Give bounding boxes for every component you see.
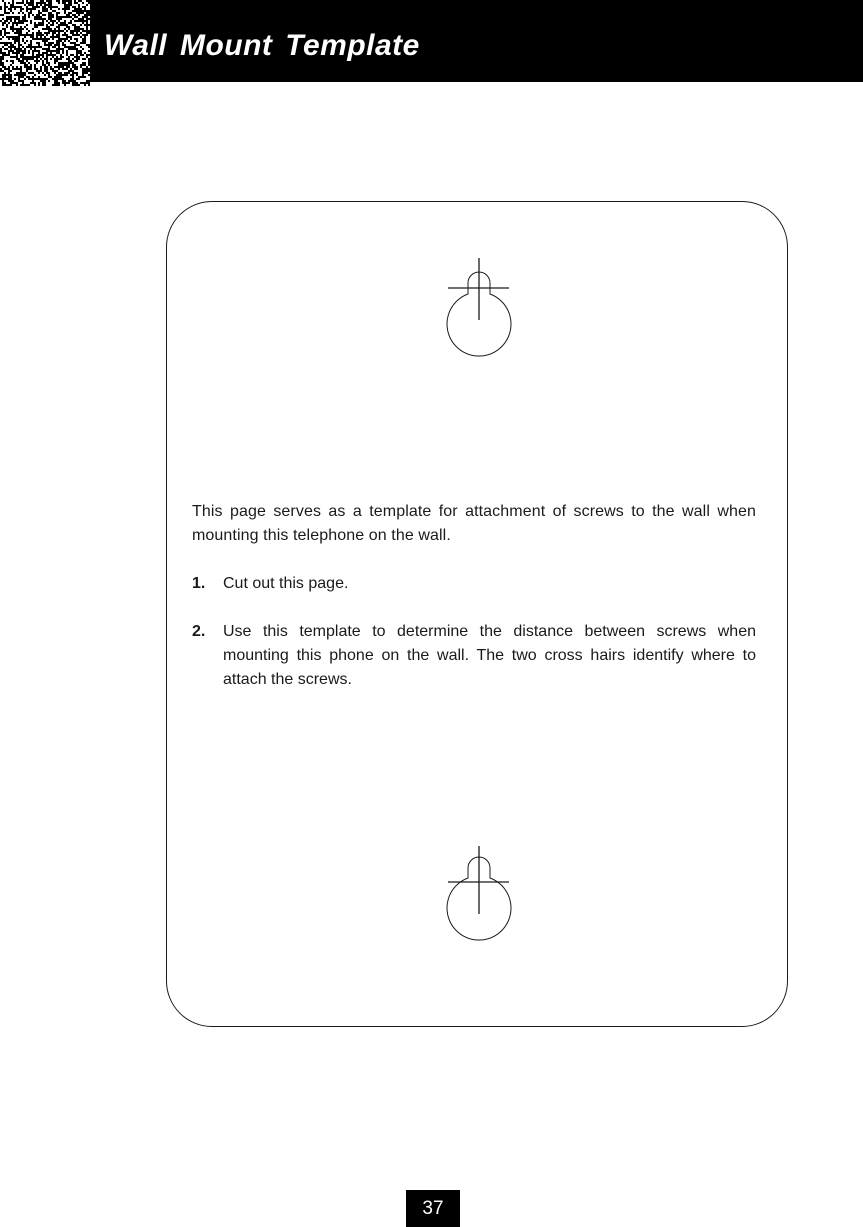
intro-paragraph: This page serves as a template for attachment of screws to the wall when mounting this telephone on the wall. xyxy=(192,503,756,544)
keyhole-crosshair-icon xyxy=(434,840,524,970)
step-text: Use this template to determine the distance between screws when mounting this phone on the wall. The two cross hairs identify where to attach the screws. xyxy=(223,623,756,688)
step-item xyxy=(192,620,756,692)
step-number: 2. xyxy=(192,623,206,640)
step-number: 1. xyxy=(192,575,206,592)
step-text: Cut out this page. xyxy=(223,575,349,592)
page-title: Wall Mount Template xyxy=(104,29,420,62)
page-number: 37 xyxy=(406,1190,460,1227)
instructions-block xyxy=(192,500,756,692)
step-item xyxy=(192,572,756,596)
halftone-noise-icon xyxy=(0,0,90,86)
keyhole-crosshair-icon xyxy=(434,250,524,380)
